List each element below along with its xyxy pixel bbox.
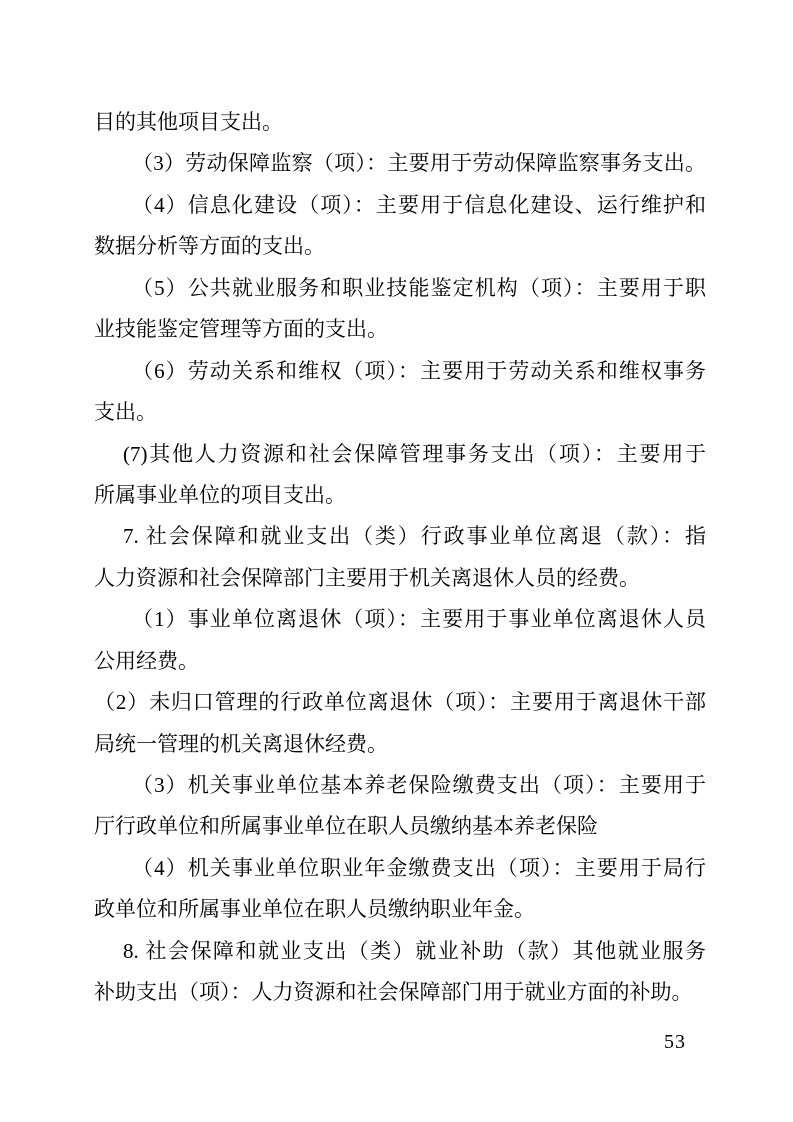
- text-line: (7)其他人力资源和社会保障管理事务支出（项）：主要用于: [123, 441, 706, 466]
- text-line: （3）机关事业单位基本养老保险缴费支出（项）：主要用于: [132, 773, 706, 797]
- document-body: [94, 102, 706, 1014]
- text-line: （2）未归口管理的行政单位离退休（项）：主要用于离退休干部: [94, 690, 706, 715]
- text-line: 支出。: [94, 400, 157, 425]
- text-line: 7. 社会保障和就业支出（类）行政事业单位离退（款）：指: [123, 524, 706, 549]
- text-line: （6）劳动关系和维权（项）：主要用于劳动关系和维权事务: [132, 358, 706, 383]
- text-line: （4）机关事业单位职业年金缴费支出（项）：主要用于局行: [132, 855, 706, 880]
- text-line: （3）劳动保障监察（项）：主要用于劳动保障监察事务支出。: [132, 151, 706, 176]
- text-line: 所属事业单位的项目支出。: [94, 482, 346, 507]
- text-line: 政单位和所属事业单位在职人员缴纳职业年金。: [94, 897, 535, 922]
- page-number: 53: [664, 1031, 686, 1053]
- text-line: 目的其他项目支出。: [94, 110, 283, 134]
- text-line: （1）事业单位离退休（项）：主要用于事业单位离退休人员: [132, 607, 706, 632]
- text-line: 业技能鉴定管理等方面的支出。: [94, 317, 388, 342]
- text-line: 公用经费。: [94, 648, 199, 673]
- text-line: （5）公共就业服务和职业技能鉴定机构（项）：主要用于职: [132, 275, 706, 300]
- text-line: 厅行政单位和所属事业单位在职人员缴纳基本养老保险: [94, 814, 598, 839]
- text-line: 8. 社会保障和就业支出（类）就业补助（款）其他就业服务: [123, 938, 706, 963]
- text-line: 局统一管理的机关离退休经费。: [94, 731, 388, 756]
- text-line: （4）信息化建设（项）：主要用于信息化建设、运行维护和: [132, 192, 706, 217]
- text-line: 人力资源和社会保障部门主要用于机关离退休人员的经费。: [94, 565, 640, 590]
- text-line: 数据分析等方面的支出。: [94, 234, 325, 259]
- text-line: 补助支出（项）：人力资源和社会保障部门用于就业方面的补助。: [94, 980, 693, 1005]
